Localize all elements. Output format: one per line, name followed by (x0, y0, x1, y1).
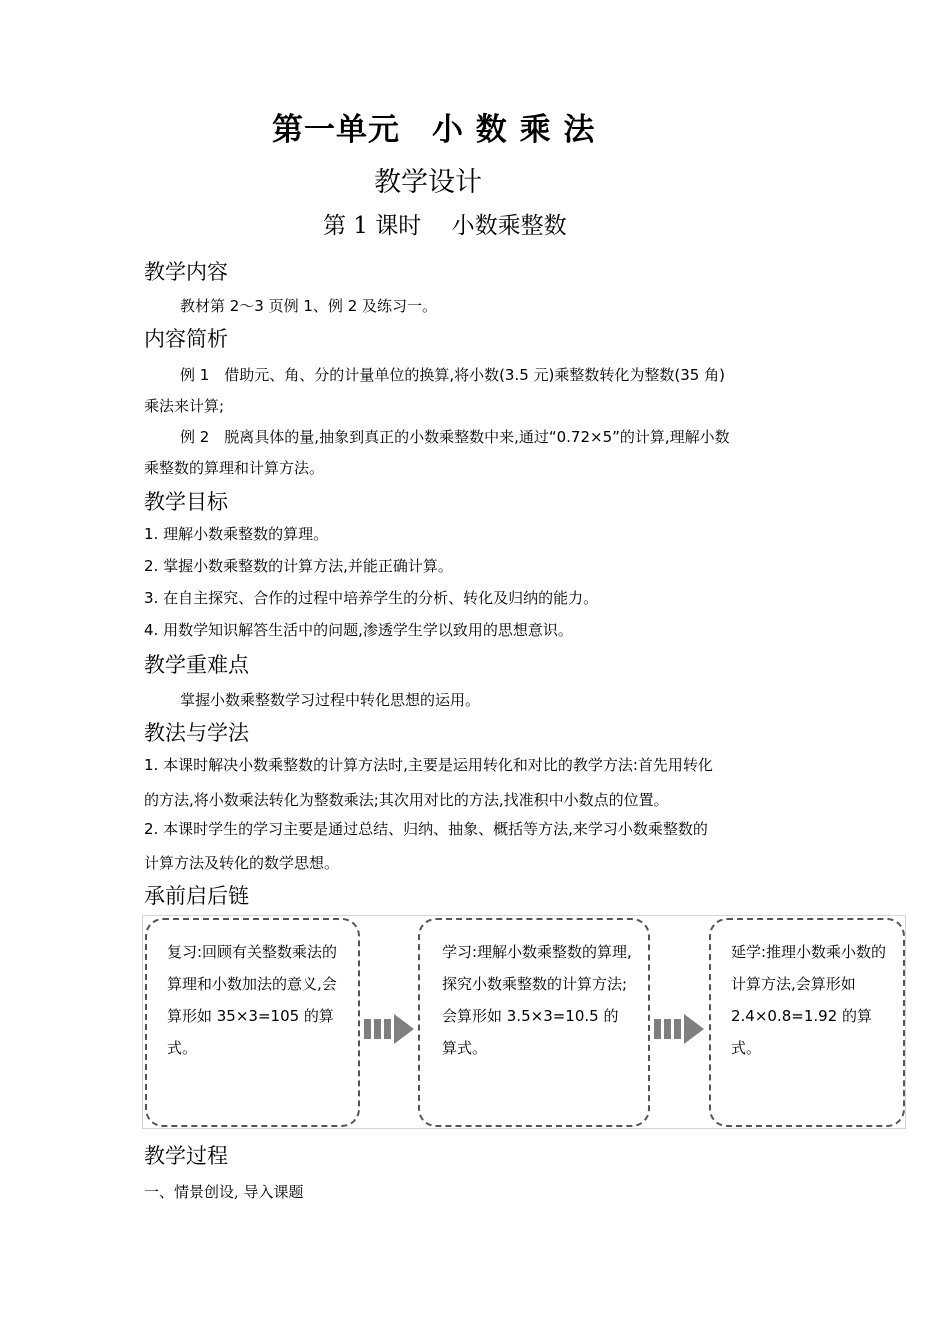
chain-box-review-text: 复习:回顾有关整数乘法的算理和小数加法的意义,会算形如 35×3=105 的算式。 (167, 943, 338, 1057)
design-title: 教学设计 (374, 167, 482, 198)
analysis-example1-line1: 例 1 借助元、角、分的计量单位的换算,将小数(3.5 元)乘整数转化为整数(35 角) (180, 366, 725, 384)
key-points-text: 掌握小数乘整数学习过程中转化思想的运用。 (180, 691, 481, 709)
analysis-example1-line2: 乘法来计算; (144, 397, 225, 415)
arrow-right-icon (654, 1012, 706, 1046)
chain-box-learn-text: 学习:理解小数乘整数的算理,探究小数乘整数的计算方法;会算形如 3.5×3=10.5 的算式。 (442, 943, 632, 1057)
goal-item-4: 4. 用数学知识解答生活中的问题,渗透学生学以致用的思想意识。 (144, 621, 573, 639)
lesson-title: 第 1 课时 小数乘整数 (323, 213, 567, 239)
section-heading-goals: 教学目标 (144, 490, 228, 514)
methods-item1-line2: 的方法,将小数乘法转化为整数乘法;其次用对比的方法,找准积中小数点的位置。 (144, 791, 669, 809)
goal-item-2: 2. 掌握小数乘整数的计算方法,并能正确计算。 (144, 557, 453, 575)
methods-item1-line1: 1. 本课时解决小数乘整数的计算方法时,主要是运用转化和对比的教学方法:首先用转化 (144, 756, 713, 774)
analysis-example2-line2: 乘整数的算理和计算方法。 (144, 459, 325, 477)
chain-box-extend-text: 延学:推理小数乘小数的计算方法,会算形如 2.4×0.8=1.92 的算式。 (731, 943, 887, 1057)
section-heading-analysis: 内容简析 (144, 327, 228, 351)
methods-item2-line2: 计算方法及转化的数学思想。 (144, 854, 340, 872)
section-heading-chain: 承前启后链 (144, 884, 249, 908)
analysis-example2-line1: 例 2 脱离具体的量,抽象到真正的小数乘整数中来,通过“0.72×5”的计算,理解小数 (180, 428, 730, 446)
process-step-1: 一、情景创设, 导入课题 (144, 1183, 304, 1201)
section-heading-methods: 教法与学法 (144, 721, 249, 745)
section-heading-content: 教学内容 (144, 260, 228, 284)
chain-box-extend (709, 918, 905, 1127)
goal-item-1: 1. 理解小数乘整数的算理。 (144, 525, 329, 543)
methods-item2-line1: 2. 本课时学生的学习主要是通过总结、归纳、抽象、概括等方法,来学习小数乘整数的 (144, 820, 708, 838)
unit-title: 第一单元 小 数 乘 法 (272, 112, 596, 148)
content-text: 教材第 2～3 页例 1、例 2 及练习一。 (180, 297, 438, 315)
arrow-right-icon (364, 1012, 416, 1046)
chain-box-review (145, 918, 360, 1127)
section-heading-key-points: 教学重难点 (144, 653, 249, 677)
chain-box-learn (418, 918, 650, 1127)
section-heading-process: 教学过程 (144, 1144, 228, 1168)
goal-item-3: 3. 在自主探究、合作的过程中培养学生的分析、转化及归纳的能力。 (144, 589, 599, 607)
